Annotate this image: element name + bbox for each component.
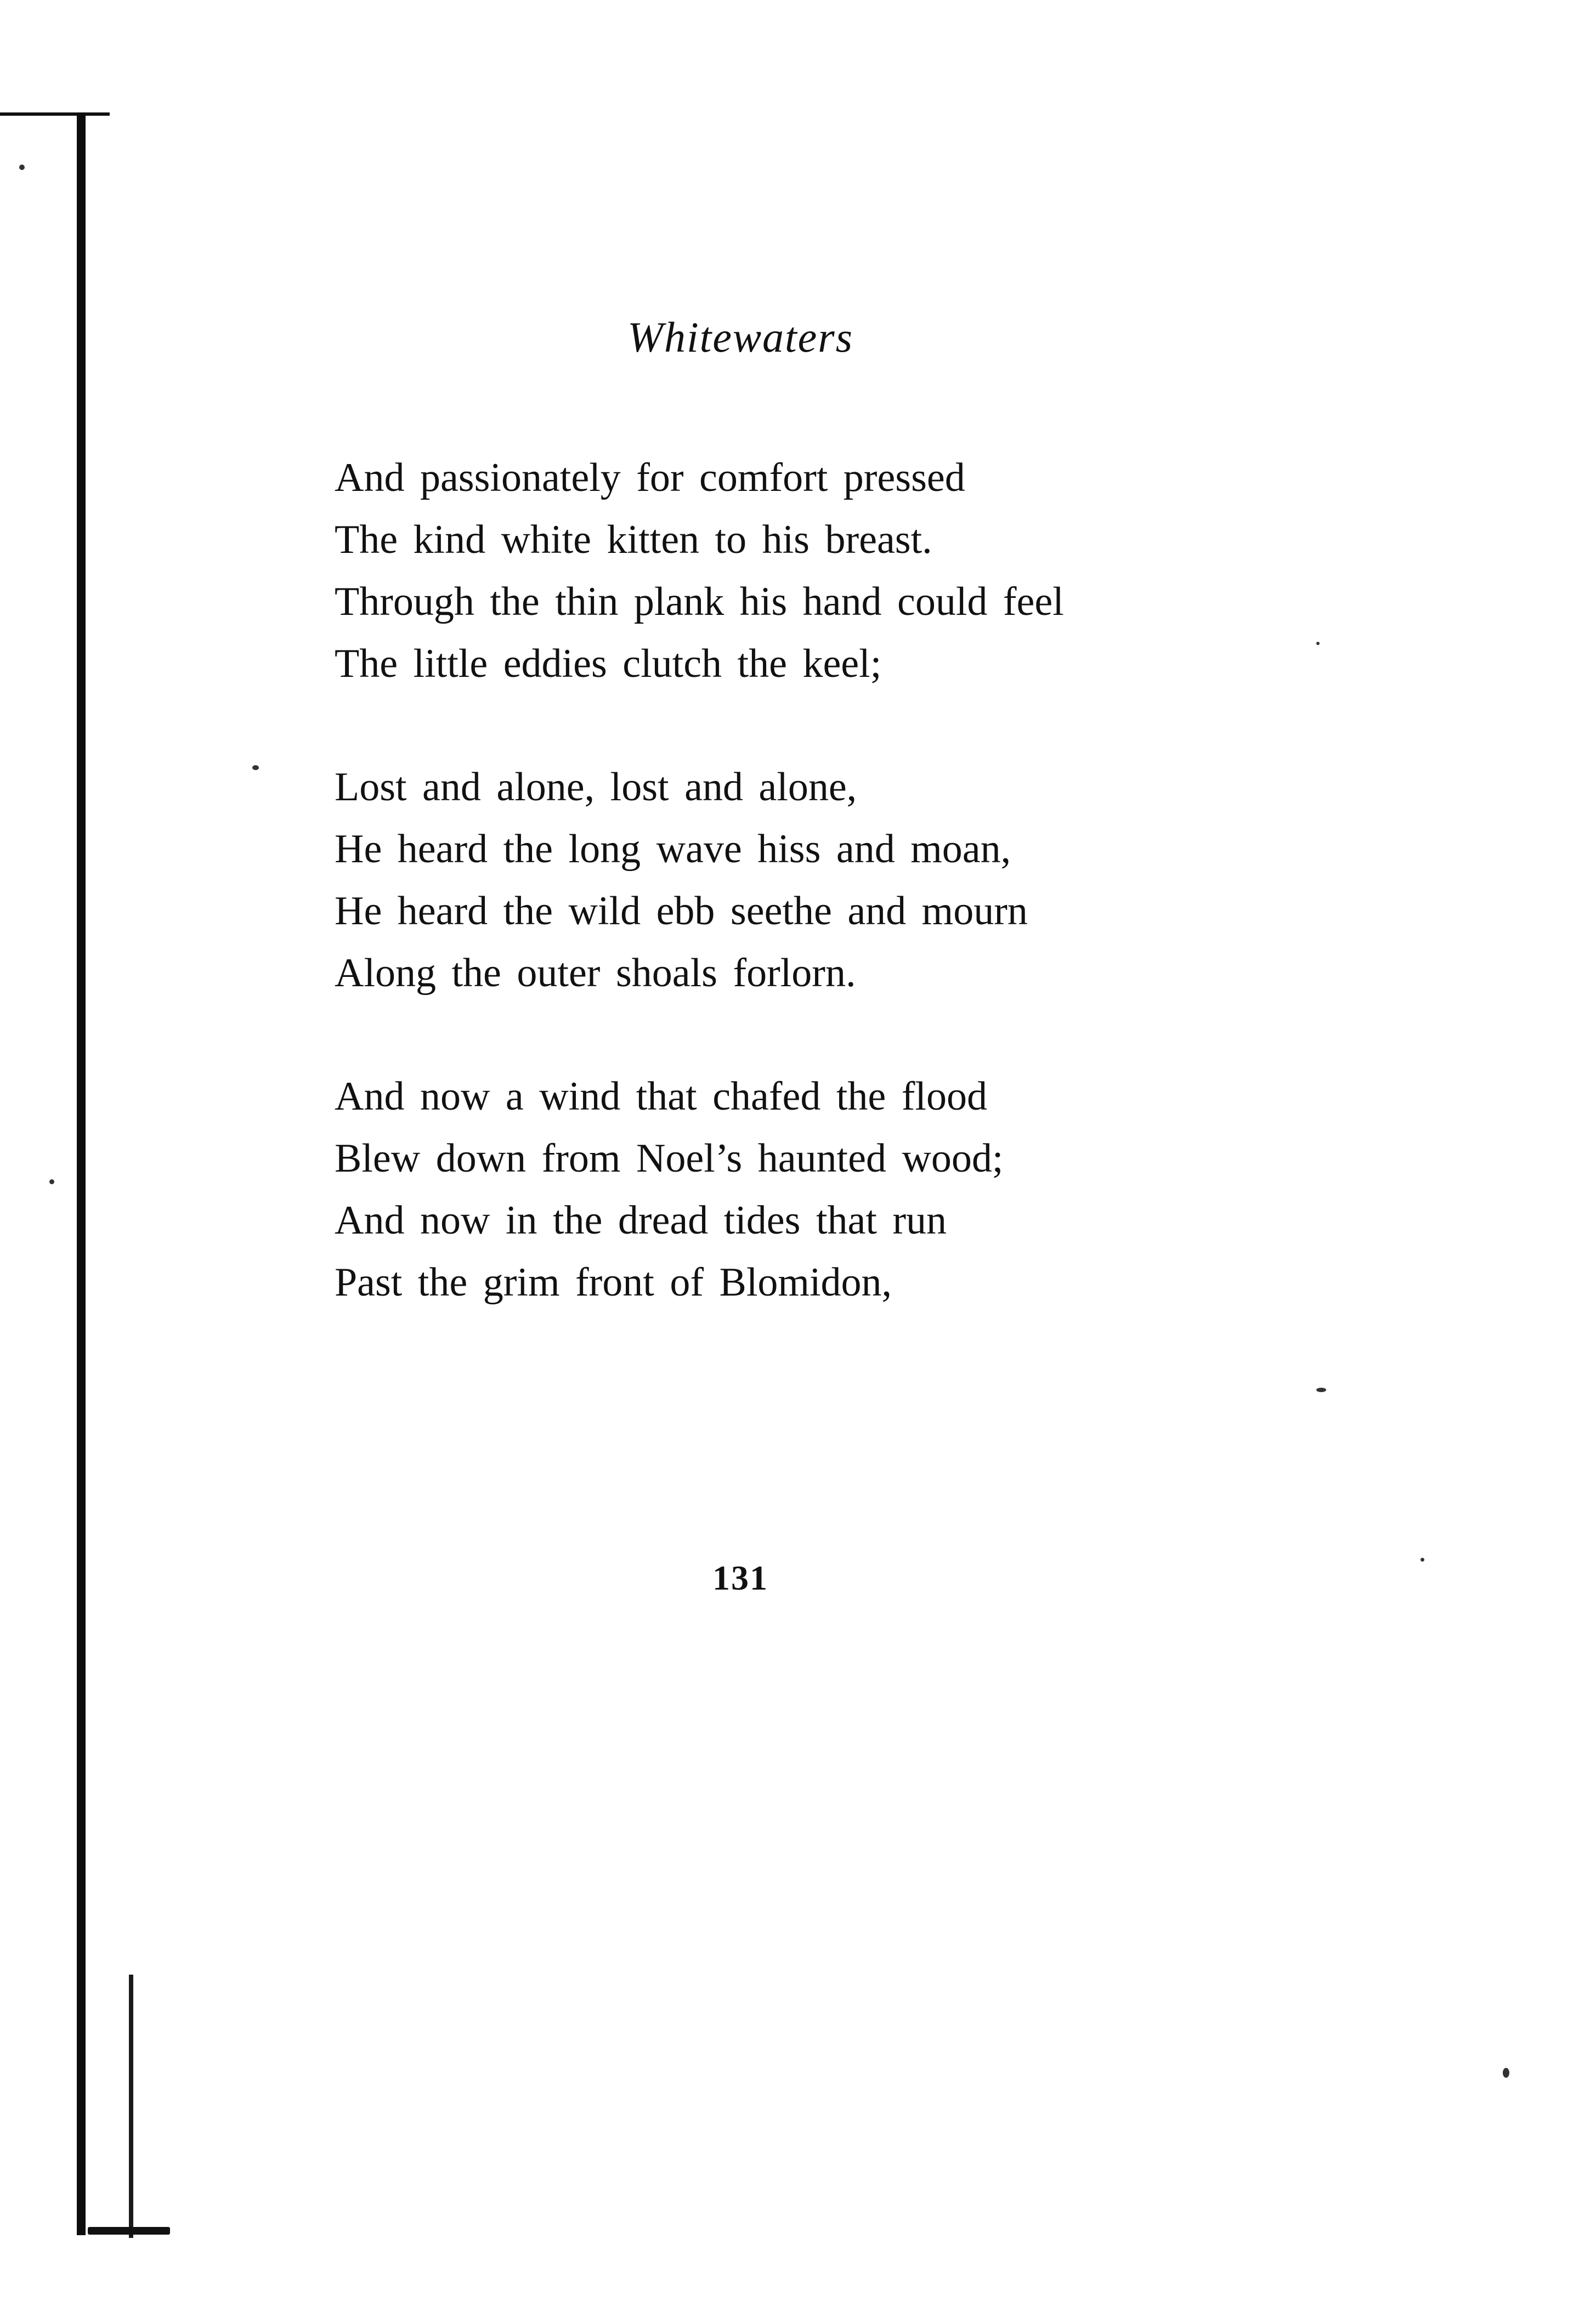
poem-line: The little eddies clutch the keel;	[335, 641, 882, 686]
scan-speck	[1316, 1388, 1326, 1392]
scan-speck	[1316, 642, 1320, 645]
scan-speck	[19, 165, 25, 170]
page-number: 131	[712, 1558, 768, 1597]
poem-line: And now in the dread tides that run	[335, 1198, 947, 1243]
running-title: Whitewaters	[627, 313, 853, 361]
scan-speck	[252, 765, 259, 770]
poem-line: Past the grim front of Blomidon,	[335, 1260, 892, 1305]
binding-edge-foot	[88, 2227, 170, 2235]
poem-line: Through the thin plank his hand could feel	[335, 579, 1064, 624]
binding-edge-top	[0, 112, 110, 116]
poem-text	[335, 447, 1267, 1375]
binding-edge-inner	[129, 1975, 133, 2238]
poem-line: Along the outer shoals forlorn.	[335, 951, 856, 996]
poem-line: He heard the long wave hiss and moan,	[335, 827, 1011, 872]
stanza	[335, 756, 1267, 1004]
scan-speck	[49, 1179, 54, 1184]
poem-line: The kind white kitten to his breast.	[335, 517, 932, 562]
stanza	[335, 447, 1267, 695]
binding-edge	[77, 112, 86, 2235]
poem-line: Lost and alone, lost and alone,	[335, 765, 857, 810]
poem-line: Blew down from Noel’s haunted wood;	[335, 1136, 1004, 1181]
poem-line: And now a wind that chafed the flood	[335, 1074, 987, 1119]
stanza	[335, 1066, 1267, 1314]
poem-line: And passionately for comfort pressed	[335, 455, 965, 500]
scan-speck	[1503, 2068, 1509, 2078]
poem-line: He heard the wild ebb seethe and mourn	[335, 889, 1028, 934]
